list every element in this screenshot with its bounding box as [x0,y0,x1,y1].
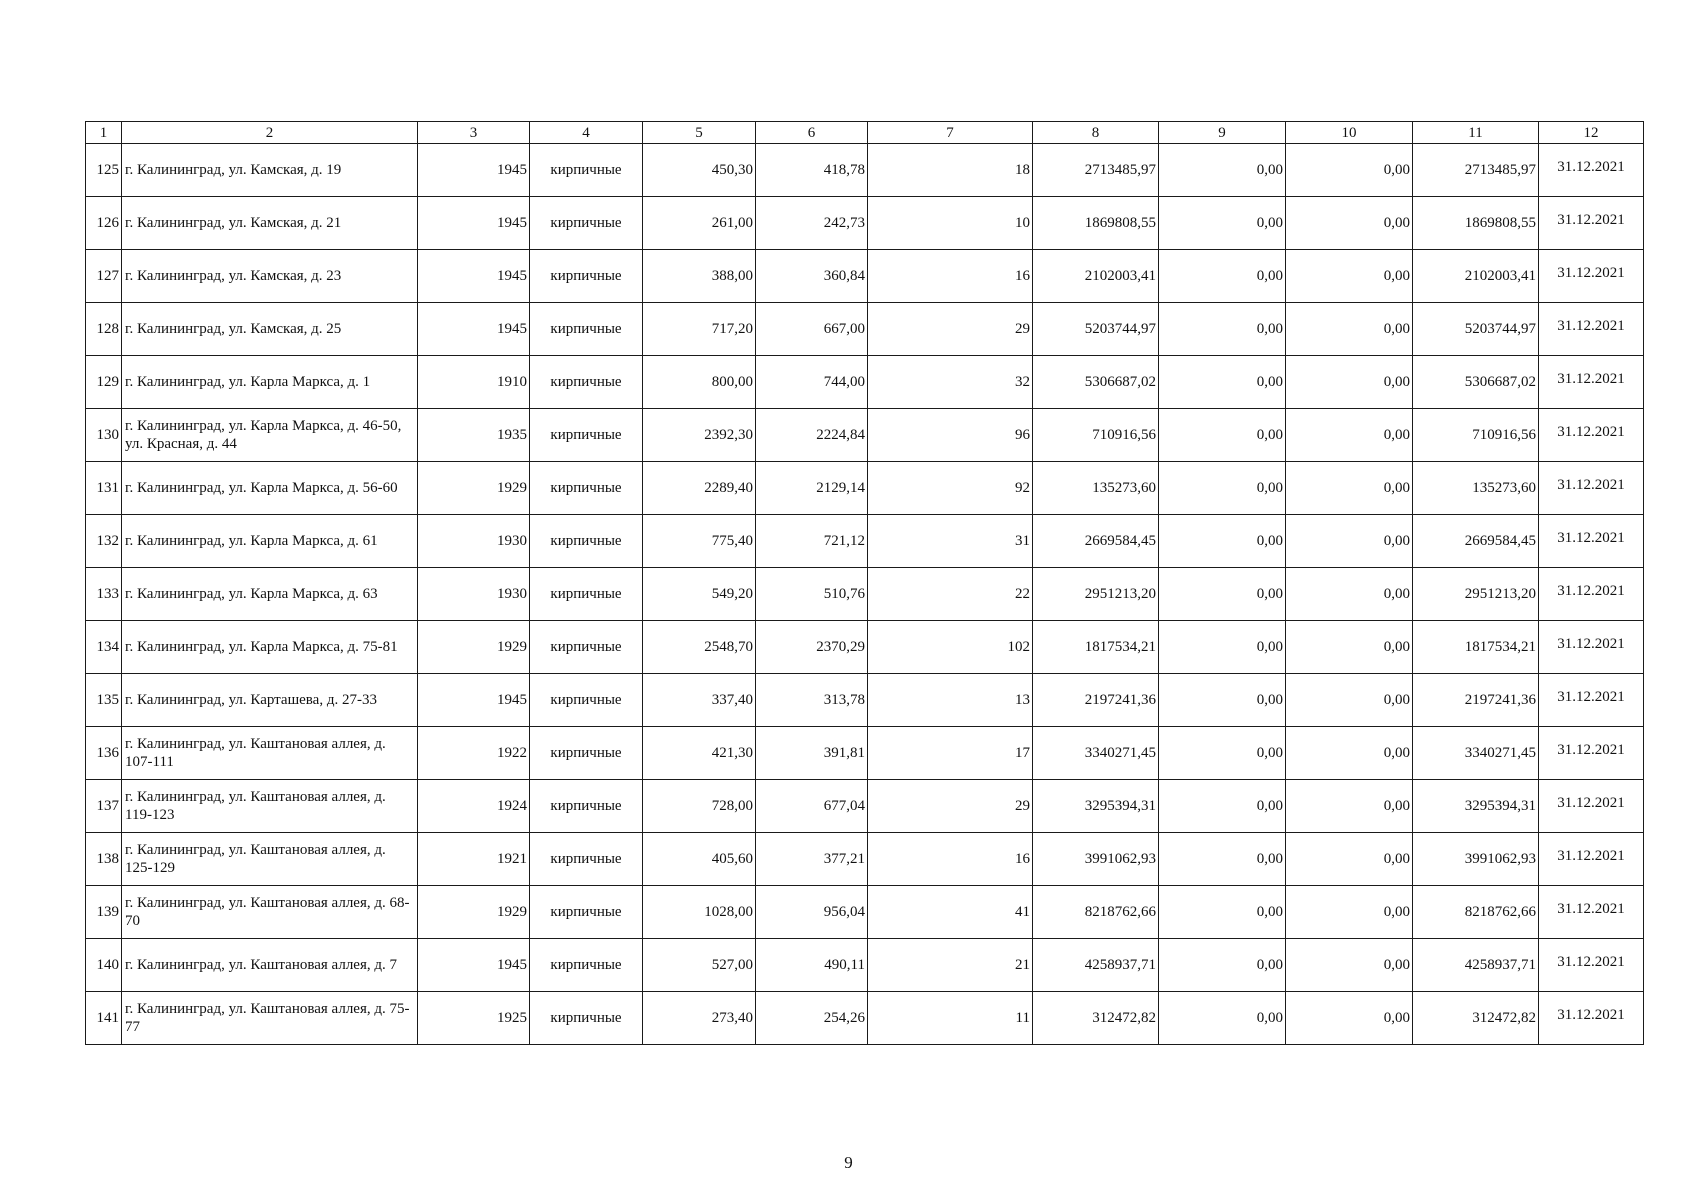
table-row [86,250,1644,303]
total-area-cell: 337,40 [643,674,756,727]
total-area-cell: 405,60 [643,833,756,886]
row-number-cell: 137 [86,780,122,833]
address-cell: г. Калининград, ул. Карла Маркса, д. 56-60 [122,462,418,515]
residents-count-cell: 21 [868,939,1033,992]
column-header-9: 9 [1159,122,1286,144]
residents-count-cell: 17 [868,727,1033,780]
wall-material-cell: кирпичные [530,356,643,409]
local-cost-cell: 3295394,31 [1413,780,1539,833]
deadline-date-cell: 31.12.2021 [1539,303,1644,356]
total-area-cell: 549,20 [643,568,756,621]
total-area-cell: 775,40 [643,515,756,568]
wall-material-cell: кирпичные [530,568,643,621]
regional-cost-cell: 0,00 [1286,674,1413,727]
fund-cost-cell: 0,00 [1159,409,1286,462]
fund-cost-cell: 0,00 [1159,833,1286,886]
table-row [86,356,1644,409]
fund-cost-cell: 0,00 [1159,515,1286,568]
living-area-cell: 721,12 [756,515,868,568]
residents-count-cell: 92 [868,462,1033,515]
total-area-cell: 717,20 [643,303,756,356]
column-header-10: 10 [1286,122,1413,144]
row-number-cell: 139 [86,886,122,939]
year-built-cell: 1945 [418,250,530,303]
local-cost-cell: 3991062,93 [1413,833,1539,886]
address-cell: г. Калининград, ул. Карла Маркса, д. 1 [122,356,418,409]
row-number-cell: 126 [86,197,122,250]
column-header-2: 2 [122,122,418,144]
year-built-cell: 1945 [418,303,530,356]
local-cost-cell: 1817534,21 [1413,621,1539,674]
table-header [86,122,1644,144]
total-cost-cell: 2669584,45 [1033,515,1159,568]
year-built-cell: 1924 [418,780,530,833]
residents-count-cell: 10 [868,197,1033,250]
deadline-date-cell: 31.12.2021 [1539,250,1644,303]
residents-count-cell: 32 [868,356,1033,409]
residents-count-cell: 31 [868,515,1033,568]
wall-material-cell: кирпичные [530,992,643,1045]
regional-cost-cell: 0,00 [1286,833,1413,886]
fund-cost-cell: 0,00 [1159,356,1286,409]
deadline-date-cell: 31.12.2021 [1539,409,1644,462]
total-cost-cell: 2197241,36 [1033,674,1159,727]
fund-cost-cell: 0,00 [1159,939,1286,992]
table-row [86,568,1644,621]
total-area-cell: 273,40 [643,992,756,1045]
row-number-cell: 135 [86,674,122,727]
residents-count-cell: 41 [868,886,1033,939]
regional-cost-cell: 0,00 [1286,939,1413,992]
total-cost-cell: 5203744,97 [1033,303,1159,356]
row-number-cell: 132 [86,515,122,568]
year-built-cell: 1925 [418,992,530,1045]
wall-material-cell: кирпичные [530,462,643,515]
row-number-cell: 127 [86,250,122,303]
total-cost-cell: 1817534,21 [1033,621,1159,674]
column-header-8: 8 [1033,122,1159,144]
regional-cost-cell: 0,00 [1286,197,1413,250]
residents-count-cell: 29 [868,780,1033,833]
table-row [86,727,1644,780]
address-cell: г. Калининград, ул. Каштановая аллея, д. 119-123 [122,780,418,833]
year-built-cell: 1929 [418,621,530,674]
deadline-date-cell: 31.12.2021 [1539,727,1644,780]
fund-cost-cell: 0,00 [1159,144,1286,197]
fund-cost-cell: 0,00 [1159,727,1286,780]
table-row [86,992,1644,1045]
address-cell: г. Калининград, ул. Карташева, д. 27-33 [122,674,418,727]
year-built-cell: 1945 [418,674,530,727]
row-number-cell: 136 [86,727,122,780]
living-area-cell: 744,00 [756,356,868,409]
total-cost-cell: 3991062,93 [1033,833,1159,886]
local-cost-cell: 5306687,02 [1413,356,1539,409]
regional-cost-cell: 0,00 [1286,727,1413,780]
local-cost-cell: 2197241,36 [1413,674,1539,727]
row-number-cell: 129 [86,356,122,409]
year-built-cell: 1945 [418,939,530,992]
address-cell: г. Калининград, ул. Каштановая аллея, д. 107-111 [122,727,418,780]
deadline-date-cell: 31.12.2021 [1539,568,1644,621]
total-area-cell: 450,30 [643,144,756,197]
address-cell: г. Калининград, ул. Карла Маркса, д. 46-50, ул. Красная, д. 44 [122,409,418,462]
living-area-cell: 418,78 [756,144,868,197]
residents-count-cell: 18 [868,144,1033,197]
residents-count-cell: 16 [868,833,1033,886]
year-built-cell: 1910 [418,356,530,409]
living-area-cell: 2370,29 [756,621,868,674]
wall-material-cell: кирпичные [530,886,643,939]
wall-material-cell: кирпичные [530,515,643,568]
row-number-cell: 128 [86,303,122,356]
regional-cost-cell: 0,00 [1286,303,1413,356]
regional-cost-cell: 0,00 [1286,462,1413,515]
local-cost-cell: 3340271,45 [1413,727,1539,780]
row-number-cell: 141 [86,992,122,1045]
table-row [86,621,1644,674]
local-cost-cell: 135273,60 [1413,462,1539,515]
row-number-cell: 130 [86,409,122,462]
address-cell: г. Калининград, ул. Карла Маркса, д. 61 [122,515,418,568]
total-area-cell: 421,30 [643,727,756,780]
row-number-cell: 134 [86,621,122,674]
living-area-cell: 667,00 [756,303,868,356]
living-area-cell: 391,81 [756,727,868,780]
wall-material-cell: кирпичные [530,303,643,356]
wall-material-cell: кирпичные [530,727,643,780]
year-built-cell: 1929 [418,462,530,515]
residents-count-cell: 11 [868,992,1033,1045]
address-cell: г. Калининград, ул. Карла Маркса, д. 63 [122,568,418,621]
year-built-cell: 1922 [418,727,530,780]
deadline-date-cell: 31.12.2021 [1539,356,1644,409]
fund-cost-cell: 0,00 [1159,462,1286,515]
regional-cost-cell: 0,00 [1286,356,1413,409]
local-cost-cell: 312472,82 [1413,992,1539,1045]
column-header-12: 12 [1539,122,1644,144]
row-number-cell: 131 [86,462,122,515]
column-header-6: 6 [756,122,868,144]
residents-count-cell: 29 [868,303,1033,356]
living-area-cell: 490,11 [756,939,868,992]
residents-count-cell: 96 [868,409,1033,462]
fund-cost-cell: 0,00 [1159,197,1286,250]
deadline-date-cell: 31.12.2021 [1539,197,1644,250]
fund-cost-cell: 0,00 [1159,250,1286,303]
wall-material-cell: кирпичные [530,409,643,462]
living-area-cell: 956,04 [756,886,868,939]
table-row [86,144,1644,197]
total-cost-cell: 1869808,55 [1033,197,1159,250]
living-area-cell: 254,26 [756,992,868,1045]
regional-cost-cell: 0,00 [1286,886,1413,939]
wall-material-cell: кирпичные [530,833,643,886]
table-row [86,303,1644,356]
row-number-cell: 138 [86,833,122,886]
fund-cost-cell: 0,00 [1159,674,1286,727]
deadline-date-cell: 31.12.2021 [1539,886,1644,939]
table-row [86,462,1644,515]
living-area-cell: 313,78 [756,674,868,727]
year-built-cell: 1930 [418,515,530,568]
deadline-date-cell: 31.12.2021 [1539,939,1644,992]
address-cell: г. Калининград, ул. Каштановая аллея, д. 68-70 [122,886,418,939]
column-header-7: 7 [868,122,1033,144]
regional-cost-cell: 0,00 [1286,515,1413,568]
column-header-5: 5 [643,122,756,144]
total-cost-cell: 312472,82 [1033,992,1159,1045]
total-cost-cell: 2713485,97 [1033,144,1159,197]
regional-cost-cell: 0,00 [1286,992,1413,1045]
deadline-date-cell: 31.12.2021 [1539,992,1644,1045]
page-number: 9 [844,1153,853,1172]
fund-cost-cell: 0,00 [1159,621,1286,674]
wall-material-cell: кирпичные [530,674,643,727]
deadline-date-cell: 31.12.2021 [1539,780,1644,833]
table-body [86,144,1644,1045]
deadline-date-cell: 31.12.2021 [1539,833,1644,886]
total-area-cell: 2392,30 [643,409,756,462]
local-cost-cell: 2713485,97 [1413,144,1539,197]
total-cost-cell: 4258937,71 [1033,939,1159,992]
deadline-date-cell: 31.12.2021 [1539,462,1644,515]
total-cost-cell: 8218762,66 [1033,886,1159,939]
year-built-cell: 1935 [418,409,530,462]
residents-count-cell: 22 [868,568,1033,621]
table-row [86,780,1644,833]
address-cell: г. Калининград, ул. Каштановая аллея, д. 75-77 [122,992,418,1045]
residents-count-cell: 13 [868,674,1033,727]
total-cost-cell: 135273,60 [1033,462,1159,515]
year-built-cell: 1929 [418,886,530,939]
total-area-cell: 1028,00 [643,886,756,939]
address-cell: г. Калининград, ул. Каштановая аллея, д. 7 [122,939,418,992]
deadline-date-cell: 31.12.2021 [1539,515,1644,568]
address-cell: г. Калининград, ул. Камская, д. 21 [122,197,418,250]
column-header-3: 3 [418,122,530,144]
local-cost-cell: 2951213,20 [1413,568,1539,621]
local-cost-cell: 710916,56 [1413,409,1539,462]
local-cost-cell: 8218762,66 [1413,886,1539,939]
wall-material-cell: кирпичные [530,939,643,992]
housing-register-table [85,121,1644,1045]
address-cell: г. Калининград, ул. Карла Маркса, д. 75-81 [122,621,418,674]
table-row [86,939,1644,992]
wall-material-cell: кирпичные [530,780,643,833]
column-header-1: 1 [86,122,122,144]
table-row [86,197,1644,250]
column-number-row [86,122,1644,144]
row-number-cell: 133 [86,568,122,621]
local-cost-cell: 2102003,41 [1413,250,1539,303]
total-area-cell: 2289,40 [643,462,756,515]
table-row [86,515,1644,568]
row-number-cell: 125 [86,144,122,197]
total-area-cell: 2548,70 [643,621,756,674]
wall-material-cell: кирпичные [530,621,643,674]
year-built-cell: 1945 [418,197,530,250]
fund-cost-cell: 0,00 [1159,780,1286,833]
living-area-cell: 360,84 [756,250,868,303]
deadline-date-cell: 31.12.2021 [1539,674,1644,727]
residents-count-cell: 16 [868,250,1033,303]
regional-cost-cell: 0,00 [1286,250,1413,303]
total-area-cell: 728,00 [643,780,756,833]
residents-count-cell: 102 [868,621,1033,674]
table-row [86,886,1644,939]
fund-cost-cell: 0,00 [1159,303,1286,356]
total-cost-cell: 5306687,02 [1033,356,1159,409]
deadline-date-cell: 31.12.2021 [1539,144,1644,197]
total-cost-cell: 3295394,31 [1033,780,1159,833]
wall-material-cell: кирпичные [530,250,643,303]
total-area-cell: 800,00 [643,356,756,409]
total-cost-cell: 3340271,45 [1033,727,1159,780]
table-row [86,409,1644,462]
table-row [86,833,1644,886]
total-cost-cell: 2102003,41 [1033,250,1159,303]
wall-material-cell: кирпичные [530,144,643,197]
column-header-4: 4 [530,122,643,144]
total-cost-cell: 2951213,20 [1033,568,1159,621]
year-built-cell: 1930 [418,568,530,621]
year-built-cell: 1945 [418,144,530,197]
living-area-cell: 677,04 [756,780,868,833]
regional-cost-cell: 0,00 [1286,144,1413,197]
local-cost-cell: 4258937,71 [1413,939,1539,992]
regional-cost-cell: 0,00 [1286,621,1413,674]
living-area-cell: 510,76 [756,568,868,621]
fund-cost-cell: 0,00 [1159,886,1286,939]
address-cell: г. Калининград, ул. Камская, д. 25 [122,303,418,356]
fund-cost-cell: 0,00 [1159,568,1286,621]
year-built-cell: 1921 [418,833,530,886]
table-row [86,674,1644,727]
total-area-cell: 261,00 [643,197,756,250]
deadline-date-cell: 31.12.2021 [1539,621,1644,674]
regional-cost-cell: 0,00 [1286,409,1413,462]
address-cell: г. Калининград, ул. Камская, д. 23 [122,250,418,303]
regional-cost-cell: 0,00 [1286,568,1413,621]
local-cost-cell: 1869808,55 [1413,197,1539,250]
total-area-cell: 527,00 [643,939,756,992]
address-cell: г. Калининград, ул. Камская, д. 19 [122,144,418,197]
total-area-cell: 388,00 [643,250,756,303]
column-header-11: 11 [1413,122,1539,144]
wall-material-cell: кирпичные [530,197,643,250]
living-area-cell: 2224,84 [756,409,868,462]
living-area-cell: 377,21 [756,833,868,886]
living-area-cell: 242,73 [756,197,868,250]
total-cost-cell: 710916,56 [1033,409,1159,462]
address-cell: г. Калининград, ул. Каштановая аллея, д. 125-129 [122,833,418,886]
living-area-cell: 2129,14 [756,462,868,515]
local-cost-cell: 2669584,45 [1413,515,1539,568]
regional-cost-cell: 0,00 [1286,780,1413,833]
fund-cost-cell: 0,00 [1159,992,1286,1045]
local-cost-cell: 5203744,97 [1413,303,1539,356]
row-number-cell: 140 [86,939,122,992]
